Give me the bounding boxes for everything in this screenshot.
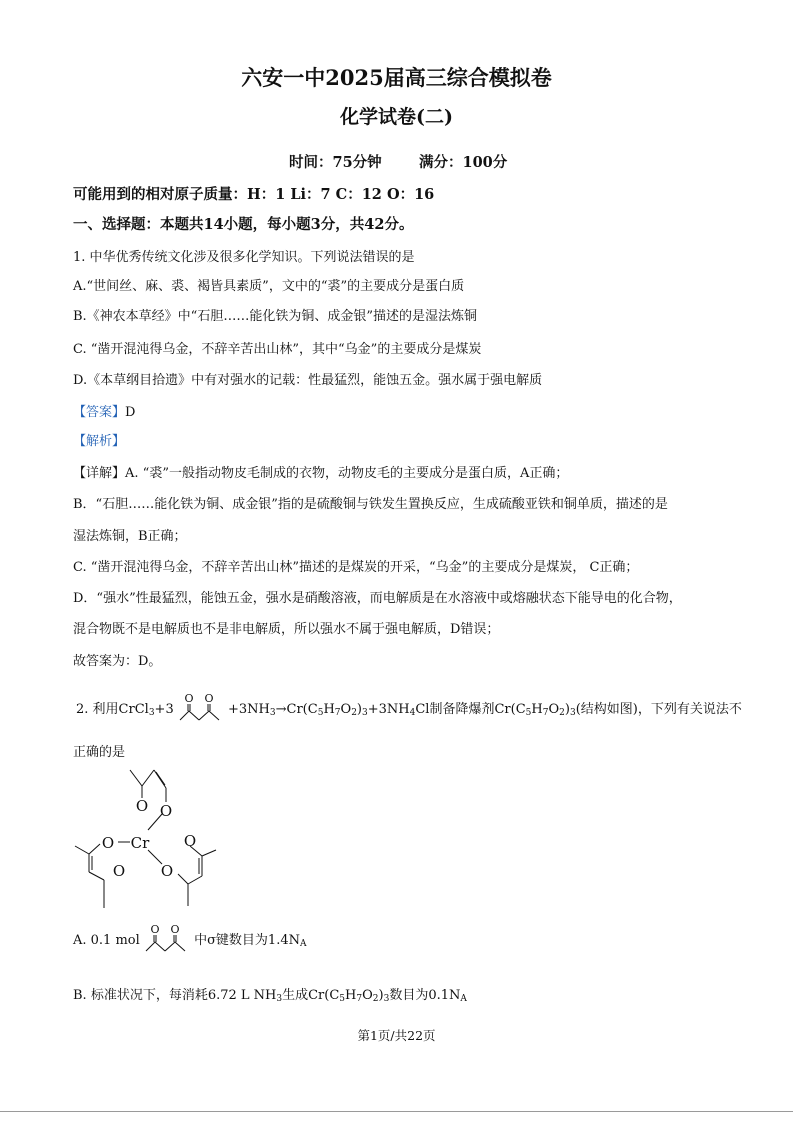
carbonyl-o-label: O: [204, 693, 214, 705]
q1-detail-line-1: 【详解】A. “裘”一般指动物皮毛制成的衣物，动物皮毛的主要成分是蛋白质，A正确；: [73, 466, 569, 481]
detail-label: 【详解】: [73, 466, 126, 481]
q1-option-b: B.《神农本草经》中“石胆……能化铁为铜、成金银”描述的是湿法炼铜: [73, 309, 477, 324]
q1-option-c: C. “凿开混沌得乌金，不辞辛苦出山林”，其中“乌金”的主要成分是煤炭: [73, 342, 482, 357]
q1-answer: [73, 401, 135, 420]
acetylacetone-structure: [178, 693, 224, 721]
carbonyl-o-label: O: [184, 693, 194, 705]
q2-stem: 2. 利用CrCl$_3$+3 O O $+3NH_3\to Cr(C_5H_7O_2)_3+3NH_4Cl$制备降爆剂$Cr(C_5H_7O_2)_3$(结构如图)，下列有关说法不: [76, 693, 742, 721]
page-subtitle: 化学试卷(二): [340, 106, 453, 128]
q1-detail-line-6: 混合物既不是电解质也不是非电解质，所以强水不属于强电解质，D错误；: [73, 622, 500, 637]
oxygen-label: O: [159, 802, 173, 820]
atomic-mass-line: 可能用到的相对原子质量：H：1 Li：7 C：12 O：16: [73, 186, 435, 203]
oxygen-label: O: [135, 797, 149, 815]
oxygen-label: O: [101, 834, 115, 852]
oxygen-label: O: [112, 862, 126, 880]
q1-detail-line-5: D．“强水”性最猛烈，能蚀五金，强水是硝酸溶液，而电解质是在水溶液中或熔融状态下能导电的化合物，: [73, 591, 682, 606]
analysis-label: 【解析】: [73, 434, 126, 449]
q2-option-b: B. 标准状况下，每消耗6.72 L $NH_3$生成$Cr(C_5H_7O_2)_3$数目为$0.1N_A$: [73, 988, 467, 1004]
oxygen-label: O: [183, 832, 197, 850]
answer-value: D: [125, 405, 136, 420]
answer-label: 【答案】: [73, 405, 126, 420]
page-footer: 第1页/共22页: [357, 1028, 436, 1043]
q1-option-a: A.“世间丝、麻、裘、褐皆具素质”，文中的“裘”的主要成分是蛋白质: [73, 279, 465, 294]
oxygen-label: O: [160, 862, 174, 880]
exam-score: 满分：100分: [419, 154, 508, 171]
acetylacetone-structure: [144, 924, 190, 952]
exam-time: 时间：75分钟: [289, 154, 382, 171]
q1-detail-line-2: B．“石胆……能化铁为铜、成金银”指的是硫酸铜与铁发生置换反应，生成硫酸亚铁和铜单质，描述的是: [73, 497, 668, 512]
q1-detail-line-4: C. “凿开混沌得乌金，不辞辛苦出山林”描述的是煤炭的开采，“乌金”的主要成分是煤炭， C正确；: [73, 560, 639, 575]
q1-option-d: D.《本草纲目拾遗》中有对强水的记载：性最猛烈，能蚀五金。强水属于强电解质: [73, 373, 543, 388]
carbonyl-o-label: O: [170, 924, 180, 936]
q1-stem: 1. 中华优秀传统文化涉及很多化学知识。下列说法错误的是: [73, 250, 415, 265]
q2-option-a: A. 0.1 mol O O 中σ键数目为$1.4N_A$: [73, 924, 307, 952]
q1-detail-line-3: 湿法炼铜，B正确；: [73, 529, 187, 544]
cr-acac3-structure: [70, 766, 220, 914]
page-title: 六安一中2025届高三综合模拟卷: [241, 65, 552, 90]
q2-stem-line-2: 正确的是: [73, 745, 126, 760]
q1-detail-line-7: 故答案为：D。: [73, 654, 162, 669]
chromium-label: Cr: [130, 834, 150, 852]
footer-rule: [0, 1111, 793, 1112]
carbonyl-o-label: O: [150, 924, 160, 936]
section-heading: 一、选择题：本题共14小题，每小题3分，共42分。: [73, 216, 414, 233]
